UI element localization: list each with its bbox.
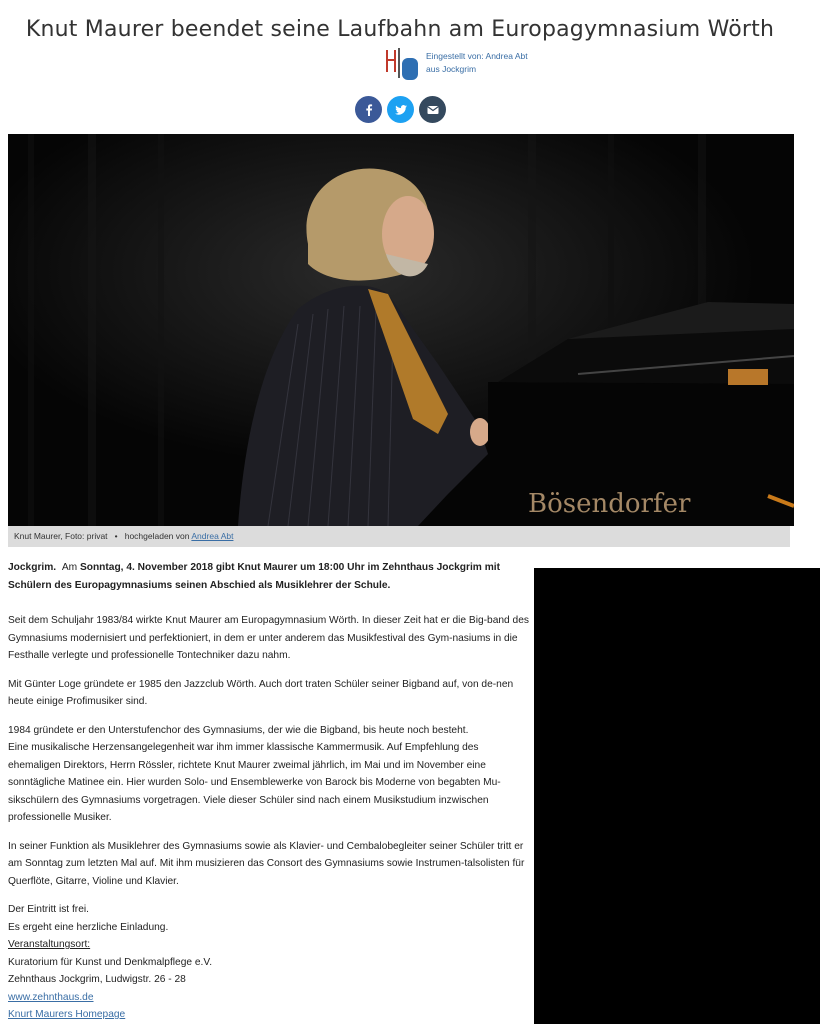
article-title: Knut Maurer beendet seine Laufbahn am Europagymnasium Wörth xyxy=(25,16,775,42)
free-entry-text: Der Eintritt ist frei. xyxy=(8,904,89,915)
article-body xyxy=(8,559,530,1035)
zehnthaus-logo[interactable] xyxy=(384,46,420,84)
venue-address: Zehnthaus Jockgrim, Ludwigstr. 26 - 28 xyxy=(8,974,186,985)
article-photo[interactable] xyxy=(8,134,794,526)
caption-separator: • xyxy=(114,531,118,541)
paragraph-4: In seiner Funktion als Musiklehrer des Gymnasiums sowie als Klavier- und Cembalobegleiter seiner Schüler tritt er am Sonntag zum letzten Mal auf. Mit ihm musizieren das Consort des Gymnasiums sowie Instrumen-talsolisten für Querflöte, Gitarre, Violine und Klavier. xyxy=(8,840,525,887)
author-name[interactable]: Eingestellt von: Andrea Abt xyxy=(426,51,528,61)
email-icon xyxy=(426,103,440,117)
invitation-text: Es ergeht eine herzliche Einladung. xyxy=(8,921,169,933)
share-bar xyxy=(355,96,446,123)
lead-text: Sonntag, 4. November 2018 gibt Knut Maurer um 18:00 Uhr im Zehnthaus Jockgrim mit Schülern des Europagymnasiums seinen Abschied als Musiklehrer der Schule. xyxy=(8,562,500,591)
lead-pre: Am xyxy=(61,562,78,573)
homepage-link[interactable]: Knurt Maurers Homepage xyxy=(8,1009,126,1020)
facebook-share-button[interactable] xyxy=(355,96,382,123)
caption-uploader-link[interactable]: Andrea Abt xyxy=(191,531,234,541)
ad-placeholder[interactable] xyxy=(534,568,820,1024)
twitter-share-button[interactable] xyxy=(387,96,414,123)
email-share-button[interactable] xyxy=(419,96,446,123)
paragraph-3a: 1984 gründete er den Unterstufenchor des Gymnasiums, der wie die Bigband, bis heute noch besteht. xyxy=(8,724,469,736)
author-location[interactable]: aus Jockgrim xyxy=(426,64,477,74)
piano-brand-text: Bösendorfer xyxy=(528,489,691,519)
paragraph-1: Seit dem Schuljahr 1983/84 wirkte Knut Maurer am Europagymnasium Wörth. In dieser Zeit hat er die Big-band des Gymnasiums modernisiert und perfektioniert, in dem er unter anderem das Musikfestival des Gym-nasiums in die Festhalle verlegte und professionelle Tontechniker dazu nahm. xyxy=(8,615,529,661)
paragraph-3 xyxy=(8,722,530,827)
paragraph-3b: Eine musikalische Herzensangelegenheit war ihm immer klassische Kammermusik. Auf Empfehlung des ehemaligen Direktors, Herrn Rössler, richtete Knut Maurer zweimal jährlich, im Mai und im November eine sonntägliche Matinee ein. Hier wurden Solo- und Ensemblewerke von Barock bis Moderne von begabten Mu-sikschülern des Gymnasiums vorgetragen. Viele dieser Schüler sind nach einem Musikstudium inzwischen professionelle Musiker. xyxy=(8,742,501,823)
twitter-icon xyxy=(394,103,408,117)
lead-place: Jockgrim. xyxy=(8,562,57,573)
venue-organization: Kuratorium für Kunst und Denkmalpflege e.V. xyxy=(8,956,213,968)
caption-uploaded-prefix: hochgeladen von xyxy=(124,531,190,541)
facebook-icon xyxy=(362,103,376,117)
photo-caption xyxy=(8,526,790,547)
paragraph-2: Mit Günter Loge gründete er 1985 den Jazzclub Wörth. Auch dort traten Schüler seiner Bigband auf, von de-nen heute einige Profimusiker sind. xyxy=(8,678,514,707)
venue-label: Veranstaltungsort: xyxy=(8,939,91,950)
caption-text: Knut Maurer, Foto: privat xyxy=(14,531,108,541)
website-link[interactable]: www.zehnthaus.de xyxy=(8,991,94,1003)
closing-block xyxy=(8,901,530,1024)
article-lead xyxy=(8,559,530,594)
author-box xyxy=(384,46,528,84)
